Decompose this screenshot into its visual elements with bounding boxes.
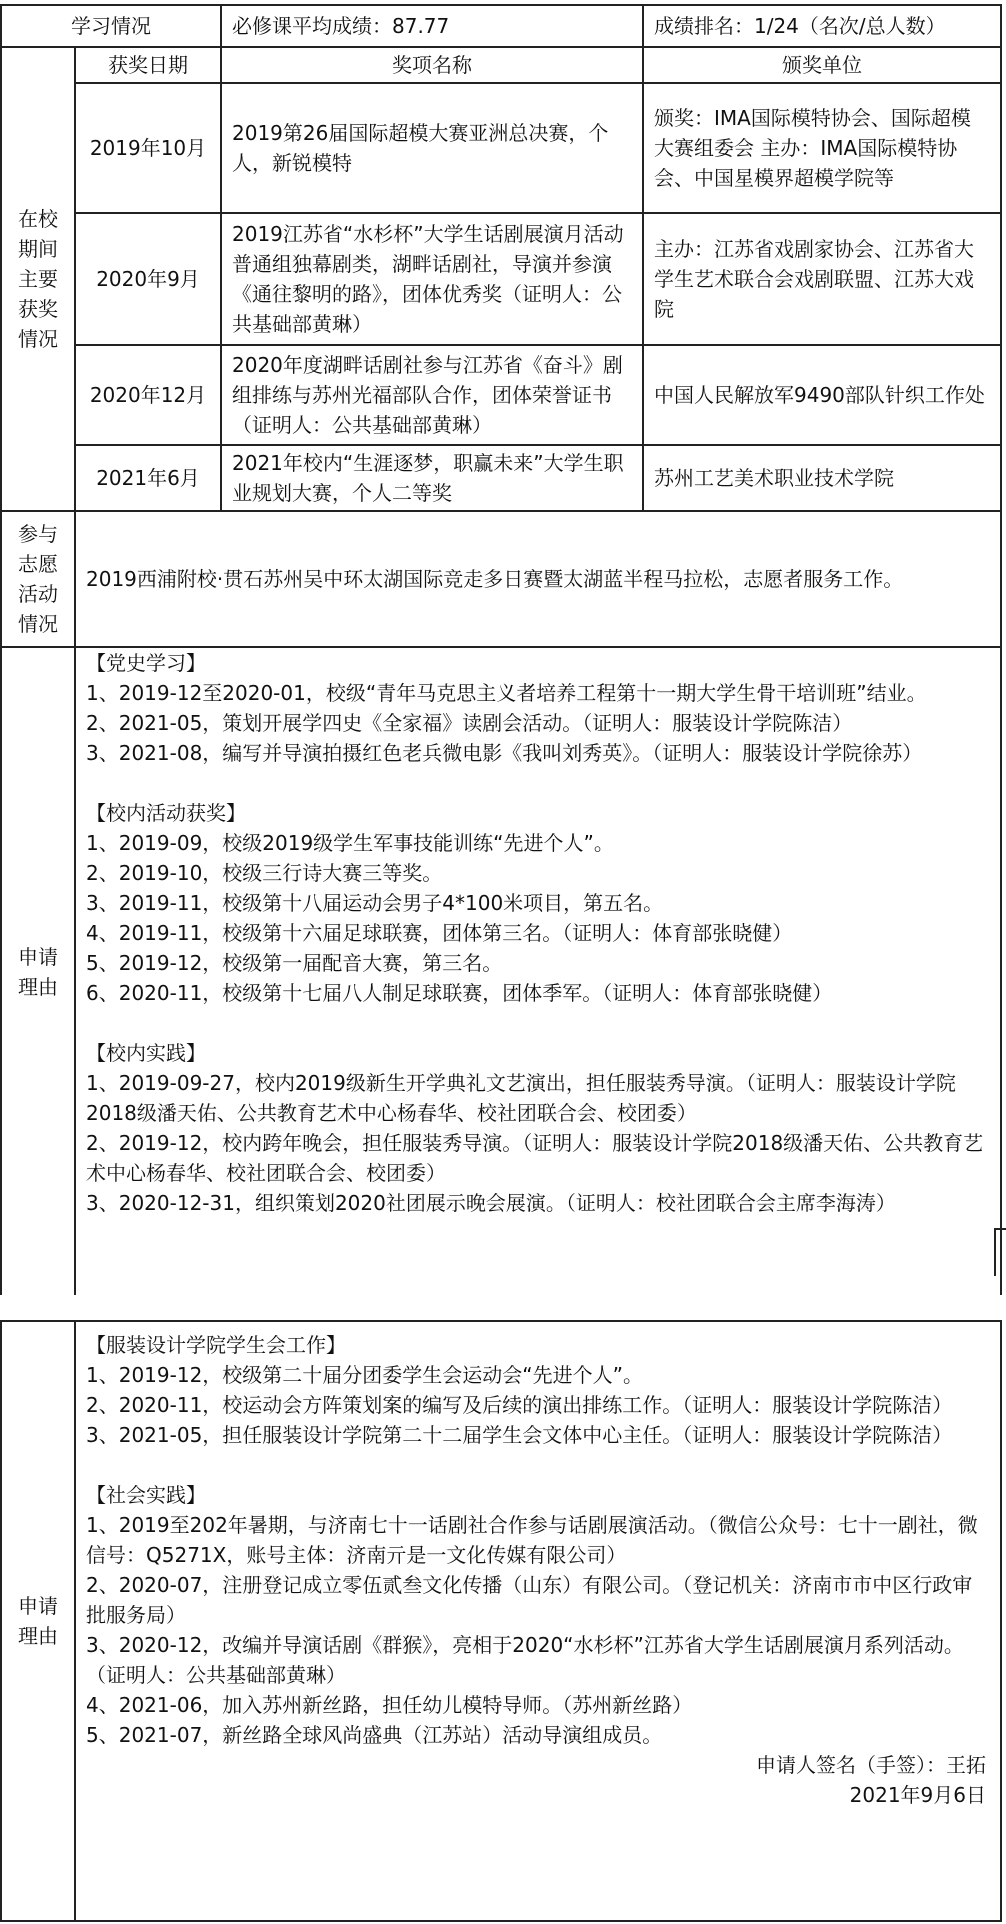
awards-label: 在校期间主要获奖情况	[1, 47, 75, 511]
list-item: 3、2019-11，校级第十八届运动会男子4*100米项目，第五名。	[86, 891, 664, 915]
list-item: 4、2021-06，加入苏州新丝路，担任幼儿模特导师。（苏州新丝路）	[86, 1693, 693, 1717]
list-item: 2、2019-10，校级三行诗大赛三等奖。	[86, 861, 443, 885]
award-name: 2021年校内“生涯逐梦，职赢未来”大学生职业规划大赛，个人二等奖	[221, 445, 643, 511]
section-title: 【社会实践】	[86, 1483, 206, 1507]
list-item: 6、2020-11，校级第十七届八人制足球联赛，团体季军。（证明人：体育部张晓健）	[86, 981, 833, 1005]
volunteer-text: 2019西浦附校·贯石苏州吴中环太湖国际竞走多日赛暨太湖蓝半程马拉松，志愿者服务工作。	[75, 511, 1001, 647]
section-title: 【党史学习】	[86, 651, 206, 675]
reason-section	[86, 648, 990, 768]
reason-section	[86, 1038, 990, 1218]
reason-label: 申请理由	[1, 647, 75, 1295]
application-form-page-1	[0, 4, 1002, 1295]
award-issuer: 中国人民解放军9490部队针织工作处	[643, 345, 1001, 445]
avg-score: 必修课平均成绩：87.77	[221, 5, 643, 47]
list-item: 3、2020-12-31，组织策划2020社团展示晚会展演。（证明人：校社团联合会主席李海涛）	[86, 1191, 896, 1215]
award-date: 2019年10月	[75, 83, 221, 213]
reason-content	[75, 1321, 1001, 1921]
section-title: 【校内实践】	[86, 1041, 206, 1065]
award-date: 2021年6月	[75, 445, 221, 511]
list-item: 4、2019-11，校级第十六届足球联赛，团体第三名。（证明人：体育部张晓健）	[86, 921, 793, 945]
awards-header-date: 获奖日期	[75, 47, 221, 83]
award-issuer: 苏州工艺美术职业技术学院	[643, 445, 1001, 511]
awards-header-name: 奖项名称	[221, 47, 643, 83]
section-title: 【校内活动获奖】	[86, 801, 246, 825]
award-name: 2019江苏省“水杉杯”大学生话剧展演月活动普通组独幕剧类，湖畔话剧社，导演并参演《通往黎明的路》，团体优秀奖（证明人：公共基础部黄琳）	[221, 213, 643, 345]
list-item: 2、2020-11，校运动会方阵策划案的编写及后续的演出排练工作。（证明人：服装设计学院陈洁）	[86, 1393, 953, 1417]
list-item: 2、2021-05，策划开展学四史《全家福》读剧会活动。（证明人：服装设计学院陈洁）	[86, 711, 853, 735]
award-row	[1, 345, 1001, 445]
list-item: 5、2019-12，校级第一届配音大赛，第三名。	[86, 951, 503, 975]
list-item: 2、2020-07，注册登记成立零伍贰叁文化传播（山东）有限公司。（登记机关：济南市市中区行政审批服务局）	[86, 1573, 973, 1627]
award-date: 2020年12月	[75, 345, 221, 445]
rank: 成绩排名：1/24（名次/总人数）	[643, 5, 1001, 47]
signature-date: 2021年9月6日	[849, 1783, 986, 1807]
study-label: 学习情况	[1, 5, 221, 47]
award-row	[1, 83, 1001, 213]
reason-content	[75, 647, 1001, 1295]
reason-section	[86, 798, 990, 1008]
reason-label: 申请理由	[1, 1321, 75, 1921]
list-item: 1、2019至202年暑期，与济南七十一话剧社合作参与话剧展演活动。（微信公众号：七十一剧社，微信号：Q5271X，账号主体：济南亓是一文化传媒有限公司）	[86, 1513, 978, 1567]
signature: 申请人签名（手签）：王拓	[756, 1753, 986, 1777]
reason-section	[86, 1480, 990, 1750]
list-item: 2、2019-12，校内跨年晚会，担任服装秀导演。（证明人：服装设计学院2018级潘天佑、公共教育艺术中心杨春华、校社团联合会、校团委）	[86, 1131, 984, 1185]
award-row	[1, 445, 1001, 511]
section-title: 【服装设计学院学生会工作】	[86, 1333, 346, 1357]
award-row	[1, 213, 1001, 345]
awards-header-issuer: 颁奖单位	[643, 47, 1001, 83]
reason-section	[86, 1330, 990, 1450]
volunteer-label: 参与志愿活动情况	[1, 511, 75, 647]
award-name: 2020年度湖畔话剧社参与江苏省《奋斗》剧组排练与苏州光福部队合作，团体荣誉证书（证明人：公共基础部黄琳）	[221, 345, 643, 445]
list-item: 1、2019-12，校级第二十届分团委学生会运动会“先进个人”。	[86, 1363, 644, 1387]
list-item: 3、2020-12，改编并导演话剧《群猴》，亮相于2020“水杉杯”江苏省大学生话剧展演月系列活动。（证明人：公共基础部黄琳）	[86, 1633, 964, 1687]
award-date: 2020年9月	[75, 213, 221, 345]
page-edge-mark	[994, 1228, 1006, 1276]
award-issuer: 颁奖：IMA国际模特协会、国际超模大赛组委会 主办：IMA国际模特协会、中国星模界超模学院等	[643, 83, 1001, 213]
list-item: 3、2021-08，编写并导演拍摄红色老兵微电影《我叫刘秀英》。（证明人：服装设计学院徐苏）	[86, 741, 923, 765]
list-item: 1、2019-09，校级2019级学生军事技能训练“先进个人”。	[86, 831, 614, 855]
list-item: 5、2021-07，新丝路全球风尚盛典（江苏站）活动导演组成员。	[86, 1723, 663, 1747]
application-form-page-2	[0, 1320, 1002, 1922]
award-name: 2019第26届国际超模大赛亚洲总决赛，个人，新锐模特	[221, 83, 643, 213]
list-item: 3、2021-05，担任服装设计学院第二十二届学生会文体中心主任。（证明人：服装设计学院陈洁）	[86, 1423, 953, 1447]
award-issuer: 主办：江苏省戏剧家协会、江苏省大学生艺术联合会戏剧联盟、江苏大戏院	[643, 213, 1001, 345]
list-item: 1、2019-09-27，校内2019级新生开学典礼文艺演出，担任服装秀导演。（证明人：服装设计学院2018级潘天佑、公共教育艺术中心杨春华、校社团联合会、校团委）	[86, 1071, 956, 1125]
list-item: 1、2019-12至2020-01，校级“青年马克思主义者培养工程第十一期大学生骨干培训班”结业。	[86, 681, 927, 705]
